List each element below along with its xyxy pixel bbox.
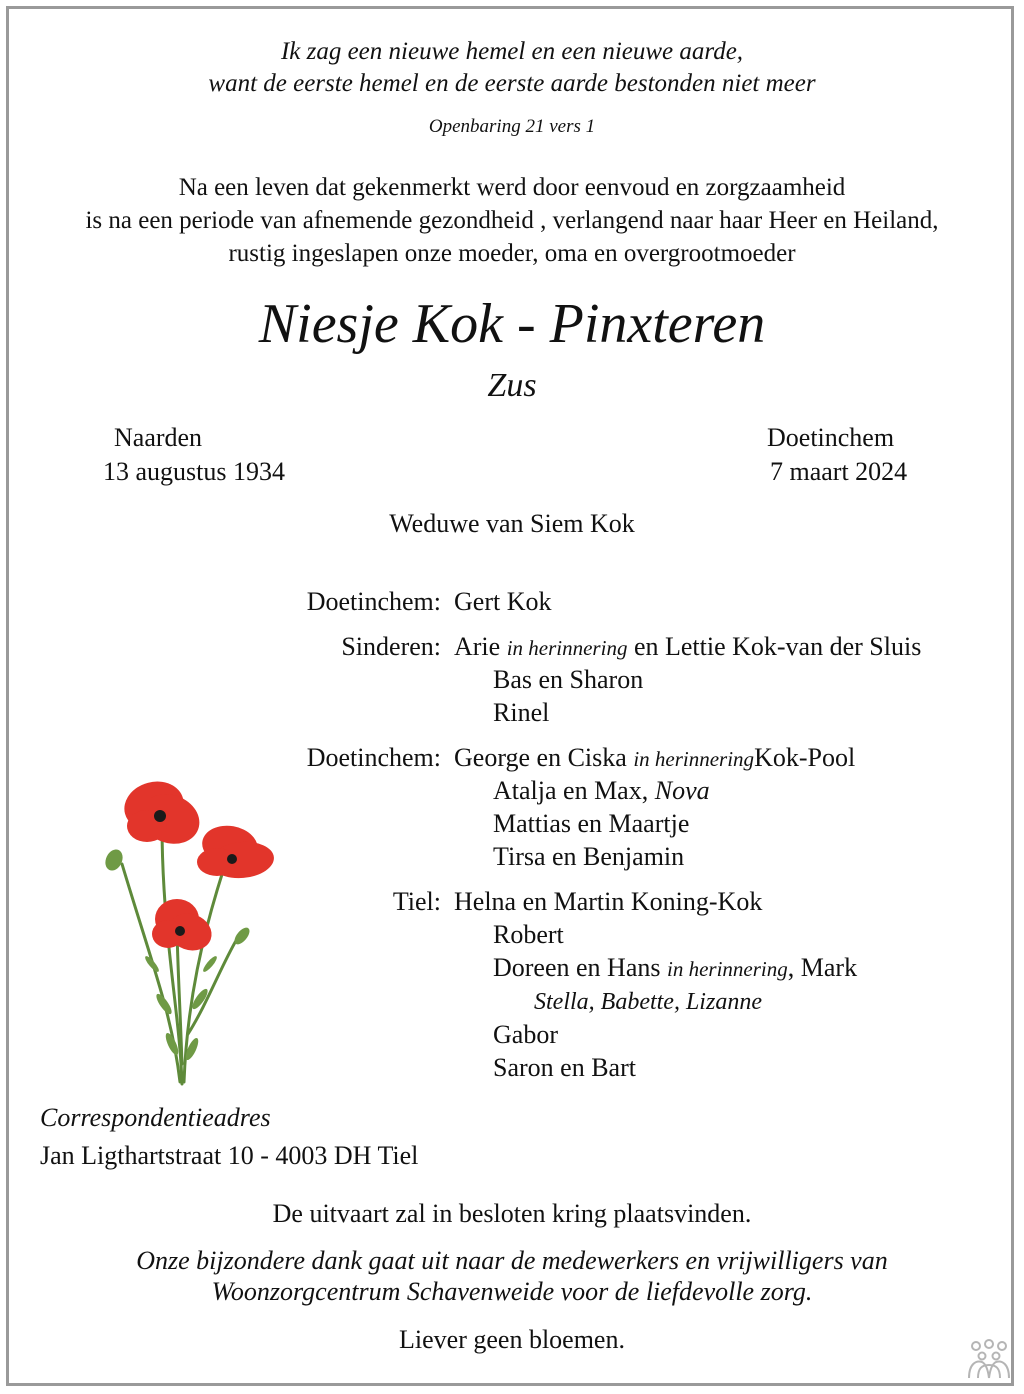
grandchild-entry: Gabor (493, 1020, 558, 1049)
family-member-name: George en Ciska (454, 743, 627, 772)
in-memory-note: in herinnering (633, 747, 755, 771)
family-place-label: Tiel: (392, 887, 441, 916)
verse-line-1: Ik zag een nieuwe hemel en een nieuwe aarde, (280, 38, 744, 65)
widow-of: Weduwe van Siem Kok (389, 509, 635, 538)
family-member-name: Kok-Pool (754, 743, 856, 772)
family-place-label: Doetinchem: (306, 587, 441, 616)
birth-date: 13 augustus 1934 (103, 457, 285, 486)
intro-line-3: rustig ingeslapen onze moeder, oma en overgrootmoeder (228, 240, 796, 267)
in-memory-note: in herinnering (667, 957, 788, 981)
family-member-name: Arie (454, 632, 501, 661)
grandchild-entry: Saron en Bart (493, 1053, 636, 1082)
poppy-flowers-image (92, 764, 292, 1088)
intro-text (0, 171, 1024, 270)
no-flowers-note: Liever geen bloemen. (399, 1325, 625, 1354)
family-member (454, 630, 921, 665)
deceased-nickname: Zus (487, 367, 537, 404)
grandchild-entry: Mattias en Maartje (493, 809, 690, 838)
verse-line-2: want de eerste hemel en de eerste aarde bestonden niet meer (208, 70, 816, 97)
grandchild-entry (493, 951, 857, 986)
correspondence-address: Jan Ligthartstraat 10 - 4003 DH Tiel (40, 1141, 419, 1170)
correspondence-heading: Correspondentieadres (40, 1103, 271, 1132)
family-member (454, 741, 855, 776)
family-place-label: Doetinchem: (306, 743, 441, 772)
grandchild-entry: Rinel (493, 698, 550, 727)
bible-verse (0, 36, 1024, 100)
thanks-line-2: Woonzorgcentrum Schavenweide voor de liefdevolle zorg. (211, 1277, 813, 1306)
family-member-name: en Lettie Kok-van der Sluis (633, 632, 922, 661)
grandchild-entry: Bas en Sharon (493, 665, 644, 694)
grandchild-entry: Robert (493, 920, 564, 949)
family-place-label: Sinderen: (341, 632, 441, 661)
death-date: 7 maart 2024 (770, 457, 908, 486)
thanks-line-1: Onze bijzondere dank gaat uit naar de medewerkers en vrijwilligers van (136, 1246, 888, 1275)
grandchild-entry (493, 774, 710, 807)
death-place: Doetinchem (767, 423, 895, 452)
people-group-icon (966, 1338, 1012, 1380)
birth-place: Naarden (114, 423, 203, 452)
intro-line-1: Na een leven dat gekenmerkt werd door eenvoud en zorgzaamheid (178, 174, 846, 201)
grandchild-name: Atalja en Max, (493, 776, 649, 805)
grandchild-name-suffix: , Mark (787, 953, 858, 982)
intro-line-2: is na een periode van afnemende gezondheid , verlangend naar haar Heer en Heiland, (85, 207, 939, 234)
family-member: Helna en Martin Koning-Kok (454, 887, 763, 916)
family-member: Gert Kok (454, 587, 552, 616)
funeral-notice: De uitvaart zal in besloten kring plaatsvinden. (272, 1199, 752, 1228)
grandchild-name: Doreen en Hans (493, 953, 661, 982)
great-grandchild-name: Nova (654, 776, 710, 805)
deceased-name: Niesje Kok - Pinxteren (258, 293, 766, 355)
in-memory-note: in herinnering (506, 636, 628, 660)
thanks-note (0, 1245, 1024, 1307)
grandchild-entry: Tirsa en Benjamin (493, 842, 685, 871)
verse-reference: Openbaring 21 vers 1 (428, 116, 596, 137)
great-grandchildren: Stella, Babette, Lizanne (534, 989, 762, 1015)
